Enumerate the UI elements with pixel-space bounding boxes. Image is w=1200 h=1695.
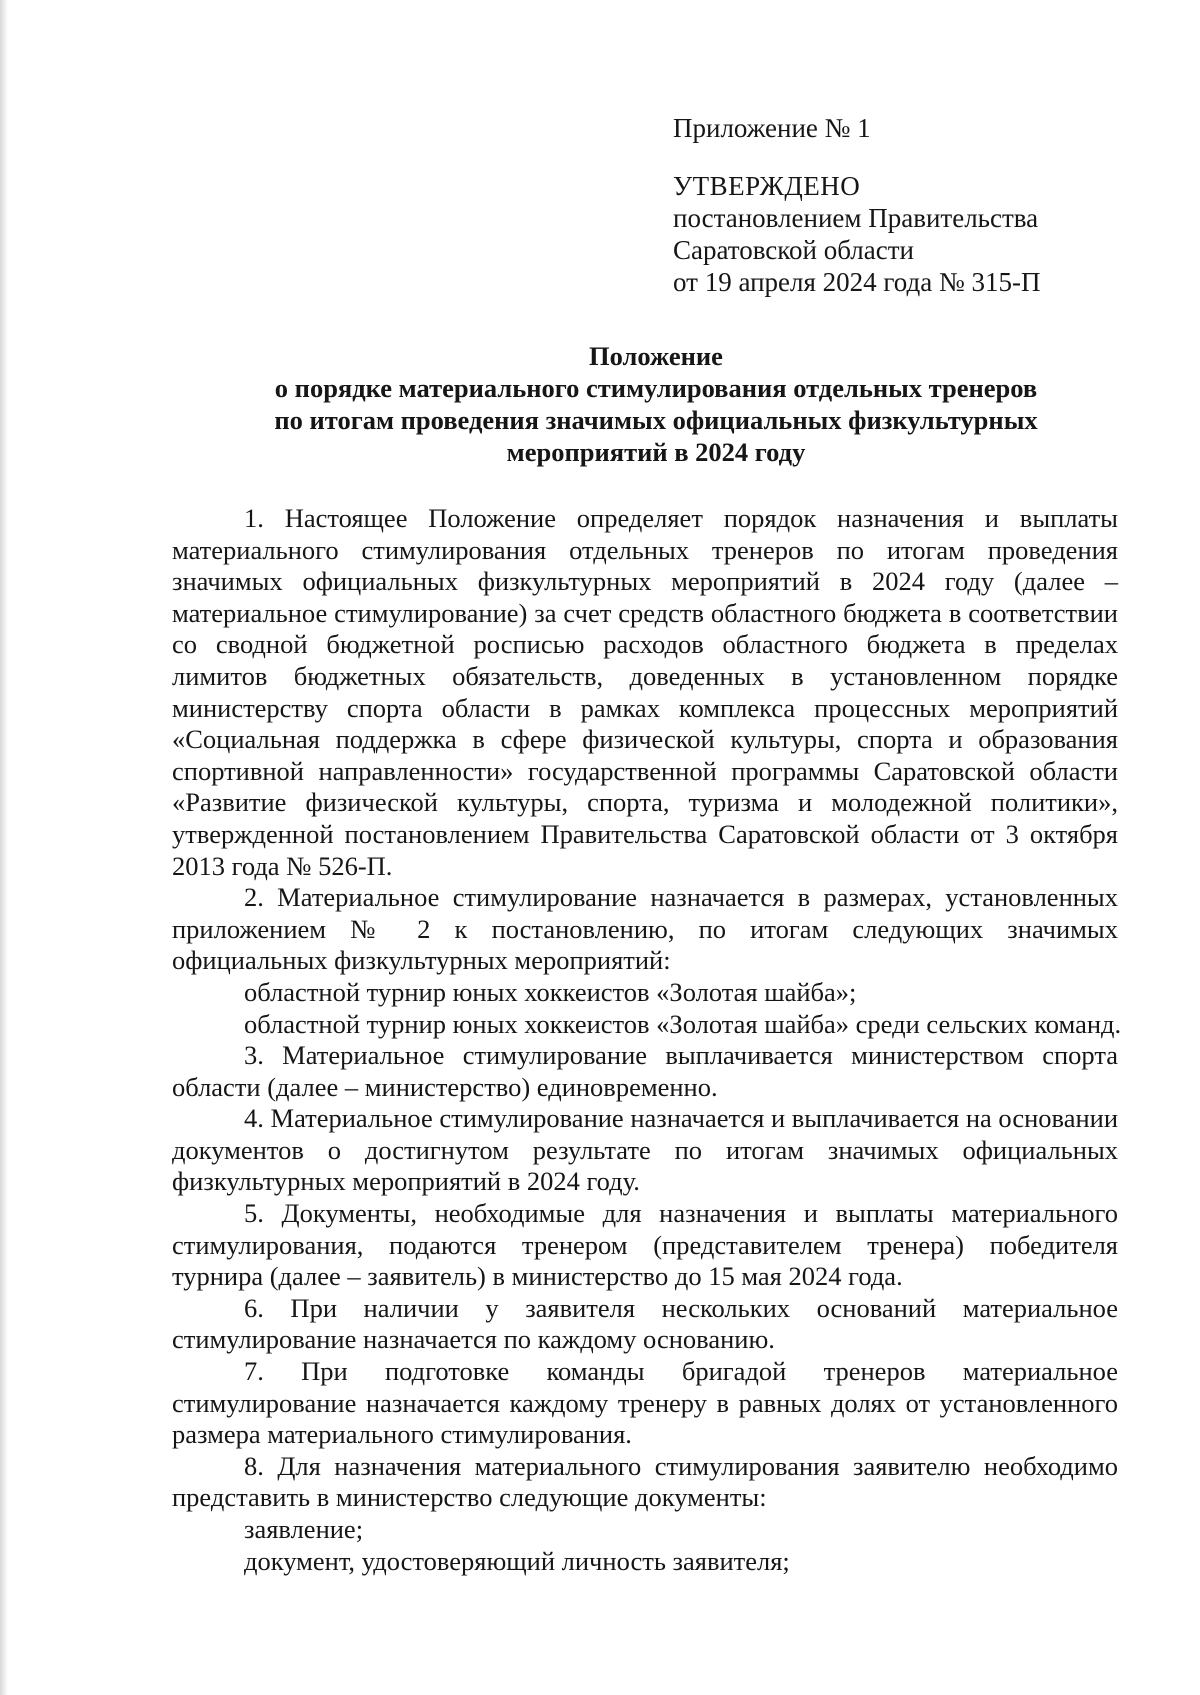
page-edge-shadow [0, 0, 8, 1695]
document-body [172, 503, 1122, 1577]
title-line-3: по итогам проведения значимых официальных физкультурных [274, 405, 1038, 435]
title-line-4: мероприятий в 2024 году [506, 437, 806, 467]
paragraph-2-item-1: областной турнир юных хоккеистов «Золотая шайба»; [244, 976, 857, 1007]
approved-label: УТВЕРЖДЕНО [673, 171, 861, 201]
paragraph-1: 1. Настоящее Положение определяет порядок назначения и выплаты материального стимулирования отдельных тренеров по итогам проведения значимых официальных физкультурных мероприятий в 2024 году (далее – материальное стимулирование) за счет средств областного бюджета в соответствии со сводной бюджетной росписью расходов областного бюджета в пределах лимитов бюджетных обязательств, доведенных в установленном порядке министерству спорта области в рамках комплекса процессных мероприятий «Социальная поддержка в сфере физической культуры, спорта и образования спортивной направленности» государственной программы Саратовской области «Развитие физической культуры, спорта, туризма и молодежной политики», утвержденной постановлением Правительства Саратовской области от 3 октября 2013 года № 526-П. [172, 503, 1118, 881]
paragraph-5: 5. Документы, необходимые для назначения и выплаты материального стимулирования, подаются тренером (представителем тренера) победителя турнира (далее – заявитель) в министерство до 15 мая 2024 года. [172, 1198, 1118, 1292]
paragraph-2: 2. Материальное стимулирование назначается в размерах, установленных приложением № 2 к постановлению, по итогам следующих значимых официальных физкультурных мероприятий: [172, 882, 1118, 976]
appendix-number: Приложение № 1 [673, 113, 871, 143]
paragraph-6: 6. При наличии у заявителя нескольких оснований материальное стимулирование назначается по каждому основанию. [172, 1292, 1118, 1355]
title-line-2: о порядке материального стимулирования отдельных тренеров [274, 373, 1038, 403]
approved-date-line: от 19 апреля 2024 года № 315-П [673, 267, 1041, 297]
approved-by-line-2: Саратовской области [673, 235, 914, 265]
document-title [180, 340, 1132, 468]
approved-by-line-1: постановлением Правительства [673, 203, 1039, 233]
paragraph-8: 8. Для назначения материального стимулирования заявителю необходимо представить в министерство следующие документы: [172, 1450, 1118, 1513]
paragraph-8-item-1: заявление; [244, 1514, 364, 1544]
paragraph-4: 4. Материальное стимулирование назначается и выплачивается на основании документов о достигнутом результате по итогам значимых официальных физкультурных мероприятий в 2024 году. [172, 1103, 1118, 1197]
paragraph-2-item-2: областной турнир юных хоккеистов «Золотая шайба» среди сельских команд. [244, 1008, 1122, 1039]
paragraph-8-item-2: документ, удостоверяющий личность заявителя; [244, 1545, 790, 1576]
paragraph-7: 7. При подготовке команды бригадой тренеров материальное стимулирование назначается каждому тренеру в равных долях от установленного размера материального стимулирования. [172, 1356, 1118, 1450]
appendix-header [673, 112, 1153, 298]
paragraph-3: 3. Материальное стимулирование выплачивается министерством спорта области (далее – министерство) единовременно. [172, 1040, 1118, 1102]
title-line-1: Положение [589, 341, 723, 371]
